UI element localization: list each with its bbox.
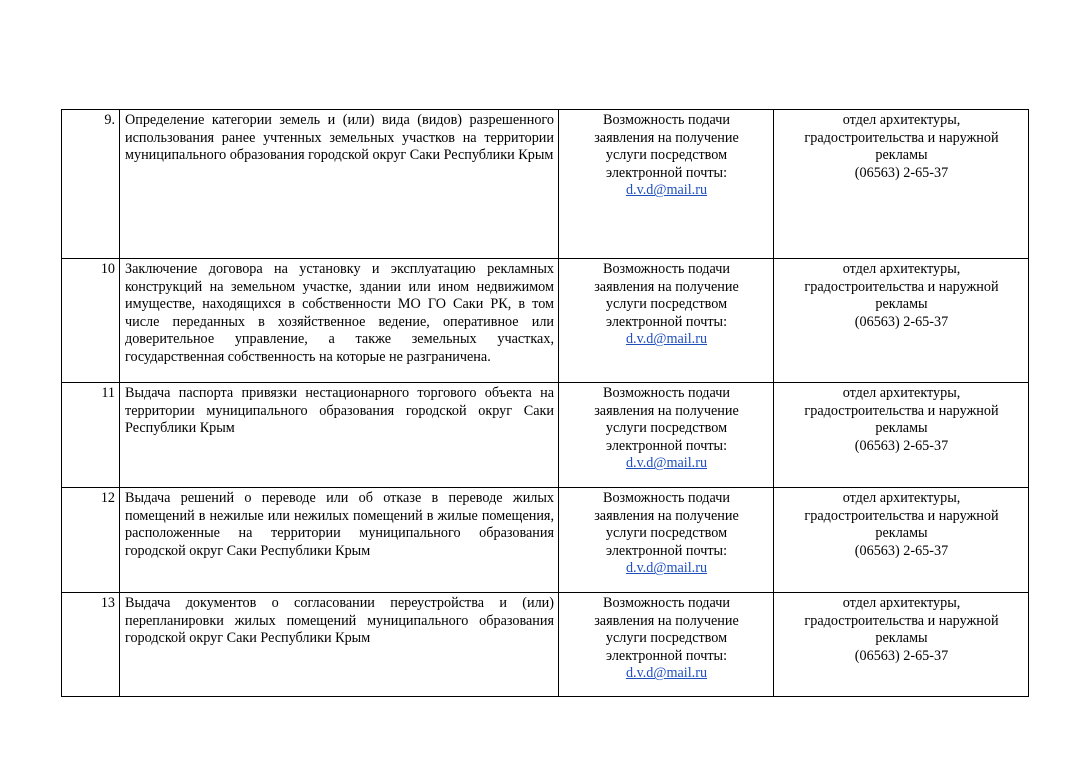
dept-line: градостроительства и наружной <box>804 129 999 146</box>
service-description: Определение категории земель и (или) вида (видов) разрешенного использования ранее учтенных земельных участков на территории муниципального образования городской округ Саки Республики Крым <box>120 110 559 259</box>
dept-phone: (06563) 2-65-37 <box>854 542 949 559</box>
row-number: 9. <box>62 110 120 259</box>
dept-line: градостроительства и наружной <box>804 507 999 524</box>
department-info <box>774 593 1029 697</box>
contact-line: электронной почты: <box>605 437 728 454</box>
dept-line: градостроительства и наружной <box>804 612 999 629</box>
dept-line: рекламы <box>875 630 928 647</box>
dept-line: отдел архитектуры, <box>842 385 961 401</box>
dept-phone: (06563) 2-65-37 <box>854 164 949 181</box>
row-number: 12 <box>62 488 120 593</box>
contact-method <box>559 593 774 697</box>
row-number: 11 <box>62 383 120 488</box>
row-number: 13 <box>62 593 120 697</box>
dept-line: отдел архитектуры, <box>842 261 961 277</box>
contact-line: электронной почты: <box>605 647 728 664</box>
contact-line: услуги посредством <box>605 630 728 647</box>
email-link[interactable]: d.v.d@mail.ru <box>625 182 708 199</box>
dept-line: рекламы <box>875 296 928 313</box>
email-link[interactable]: d.v.d@mail.ru <box>625 665 708 682</box>
contact-line: услуги посредством <box>605 525 728 542</box>
contact-line: Возможность подачи <box>603 385 730 401</box>
service-description: Выдача документов о согласовании переустройства и (или) перепланировки жилых помещений муниципального образования городской округ Саки Республики Крым <box>120 593 559 697</box>
dept-line: отдел архитектуры, <box>842 595 961 611</box>
contact-line: услуги посредством <box>605 420 728 437</box>
contact-line: услуги посредством <box>605 296 728 313</box>
contact-method <box>559 259 774 383</box>
dept-line: рекламы <box>875 525 928 542</box>
contact-line: Возможность подачи <box>603 112 730 128</box>
dept-line: рекламы <box>875 147 928 164</box>
dept-line: отдел архитектуры, <box>842 112 961 128</box>
contact-line: заявления на получение <box>594 612 739 629</box>
contact-method <box>559 383 774 488</box>
service-description: Выдача решений о переводе или об отказе в переводе жилых помещений в нежилые или нежилых помещений в жилые помещения, расположенные на территории муниципального образования городской округ Саки Республики Крым <box>120 488 559 593</box>
email-link[interactable]: d.v.d@mail.ru <box>625 455 708 472</box>
dept-line: градостроительства и наружной <box>804 278 999 295</box>
table-row <box>62 110 1029 259</box>
contact-line: заявления на получение <box>594 507 739 524</box>
email-link[interactable]: d.v.d@mail.ru <box>625 331 708 348</box>
email-link[interactable]: d.v.d@mail.ru <box>625 560 708 577</box>
contact-line: электронной почты: <box>605 542 728 559</box>
dept-line: отдел архитектуры, <box>842 490 961 506</box>
dept-phone: (06563) 2-65-37 <box>854 647 949 664</box>
dept-phone: (06563) 2-65-37 <box>854 313 949 330</box>
contact-line: электронной почты: <box>605 164 728 181</box>
contact-line: Возможность подачи <box>603 595 730 611</box>
department-info <box>774 259 1029 383</box>
contact-method <box>559 110 774 259</box>
contact-line: заявления на получение <box>594 402 739 419</box>
contact-line: заявления на получение <box>594 129 739 146</box>
department-info <box>774 383 1029 488</box>
services-table <box>61 109 1029 697</box>
contact-line: электронной почты: <box>605 313 728 330</box>
contact-line: Возможность подачи <box>603 261 730 277</box>
department-info <box>774 110 1029 259</box>
contact-method <box>559 488 774 593</box>
table-row <box>62 488 1029 593</box>
table-row <box>62 593 1029 697</box>
service-description: Выдача паспорта привязки нестационарного торгового объекта на территории муниципального образования городской округ Саки Республики Крым <box>120 383 559 488</box>
dept-line: рекламы <box>875 420 928 437</box>
dept-line: градостроительства и наружной <box>804 402 999 419</box>
table-row <box>62 259 1029 383</box>
contact-line: услуги посредством <box>605 147 728 164</box>
contact-line: заявления на получение <box>594 278 739 295</box>
department-info <box>774 488 1029 593</box>
service-description: Заключение договора на установку и эксплуатацию рекламных конструкций на земельном участке, здании или ином недвижимом имуществе, находящихся в собственности МО ГО Саки РК, в том числе переданных в хозяйственное ведение, оперативное или доверительное управление, а также земельных участках, государственная собственность на которые не разграничена. <box>120 259 559 383</box>
table-row <box>62 383 1029 488</box>
contact-line: Возможность подачи <box>603 490 730 506</box>
row-number: 10 <box>62 259 120 383</box>
dept-phone: (06563) 2-65-37 <box>854 437 949 454</box>
